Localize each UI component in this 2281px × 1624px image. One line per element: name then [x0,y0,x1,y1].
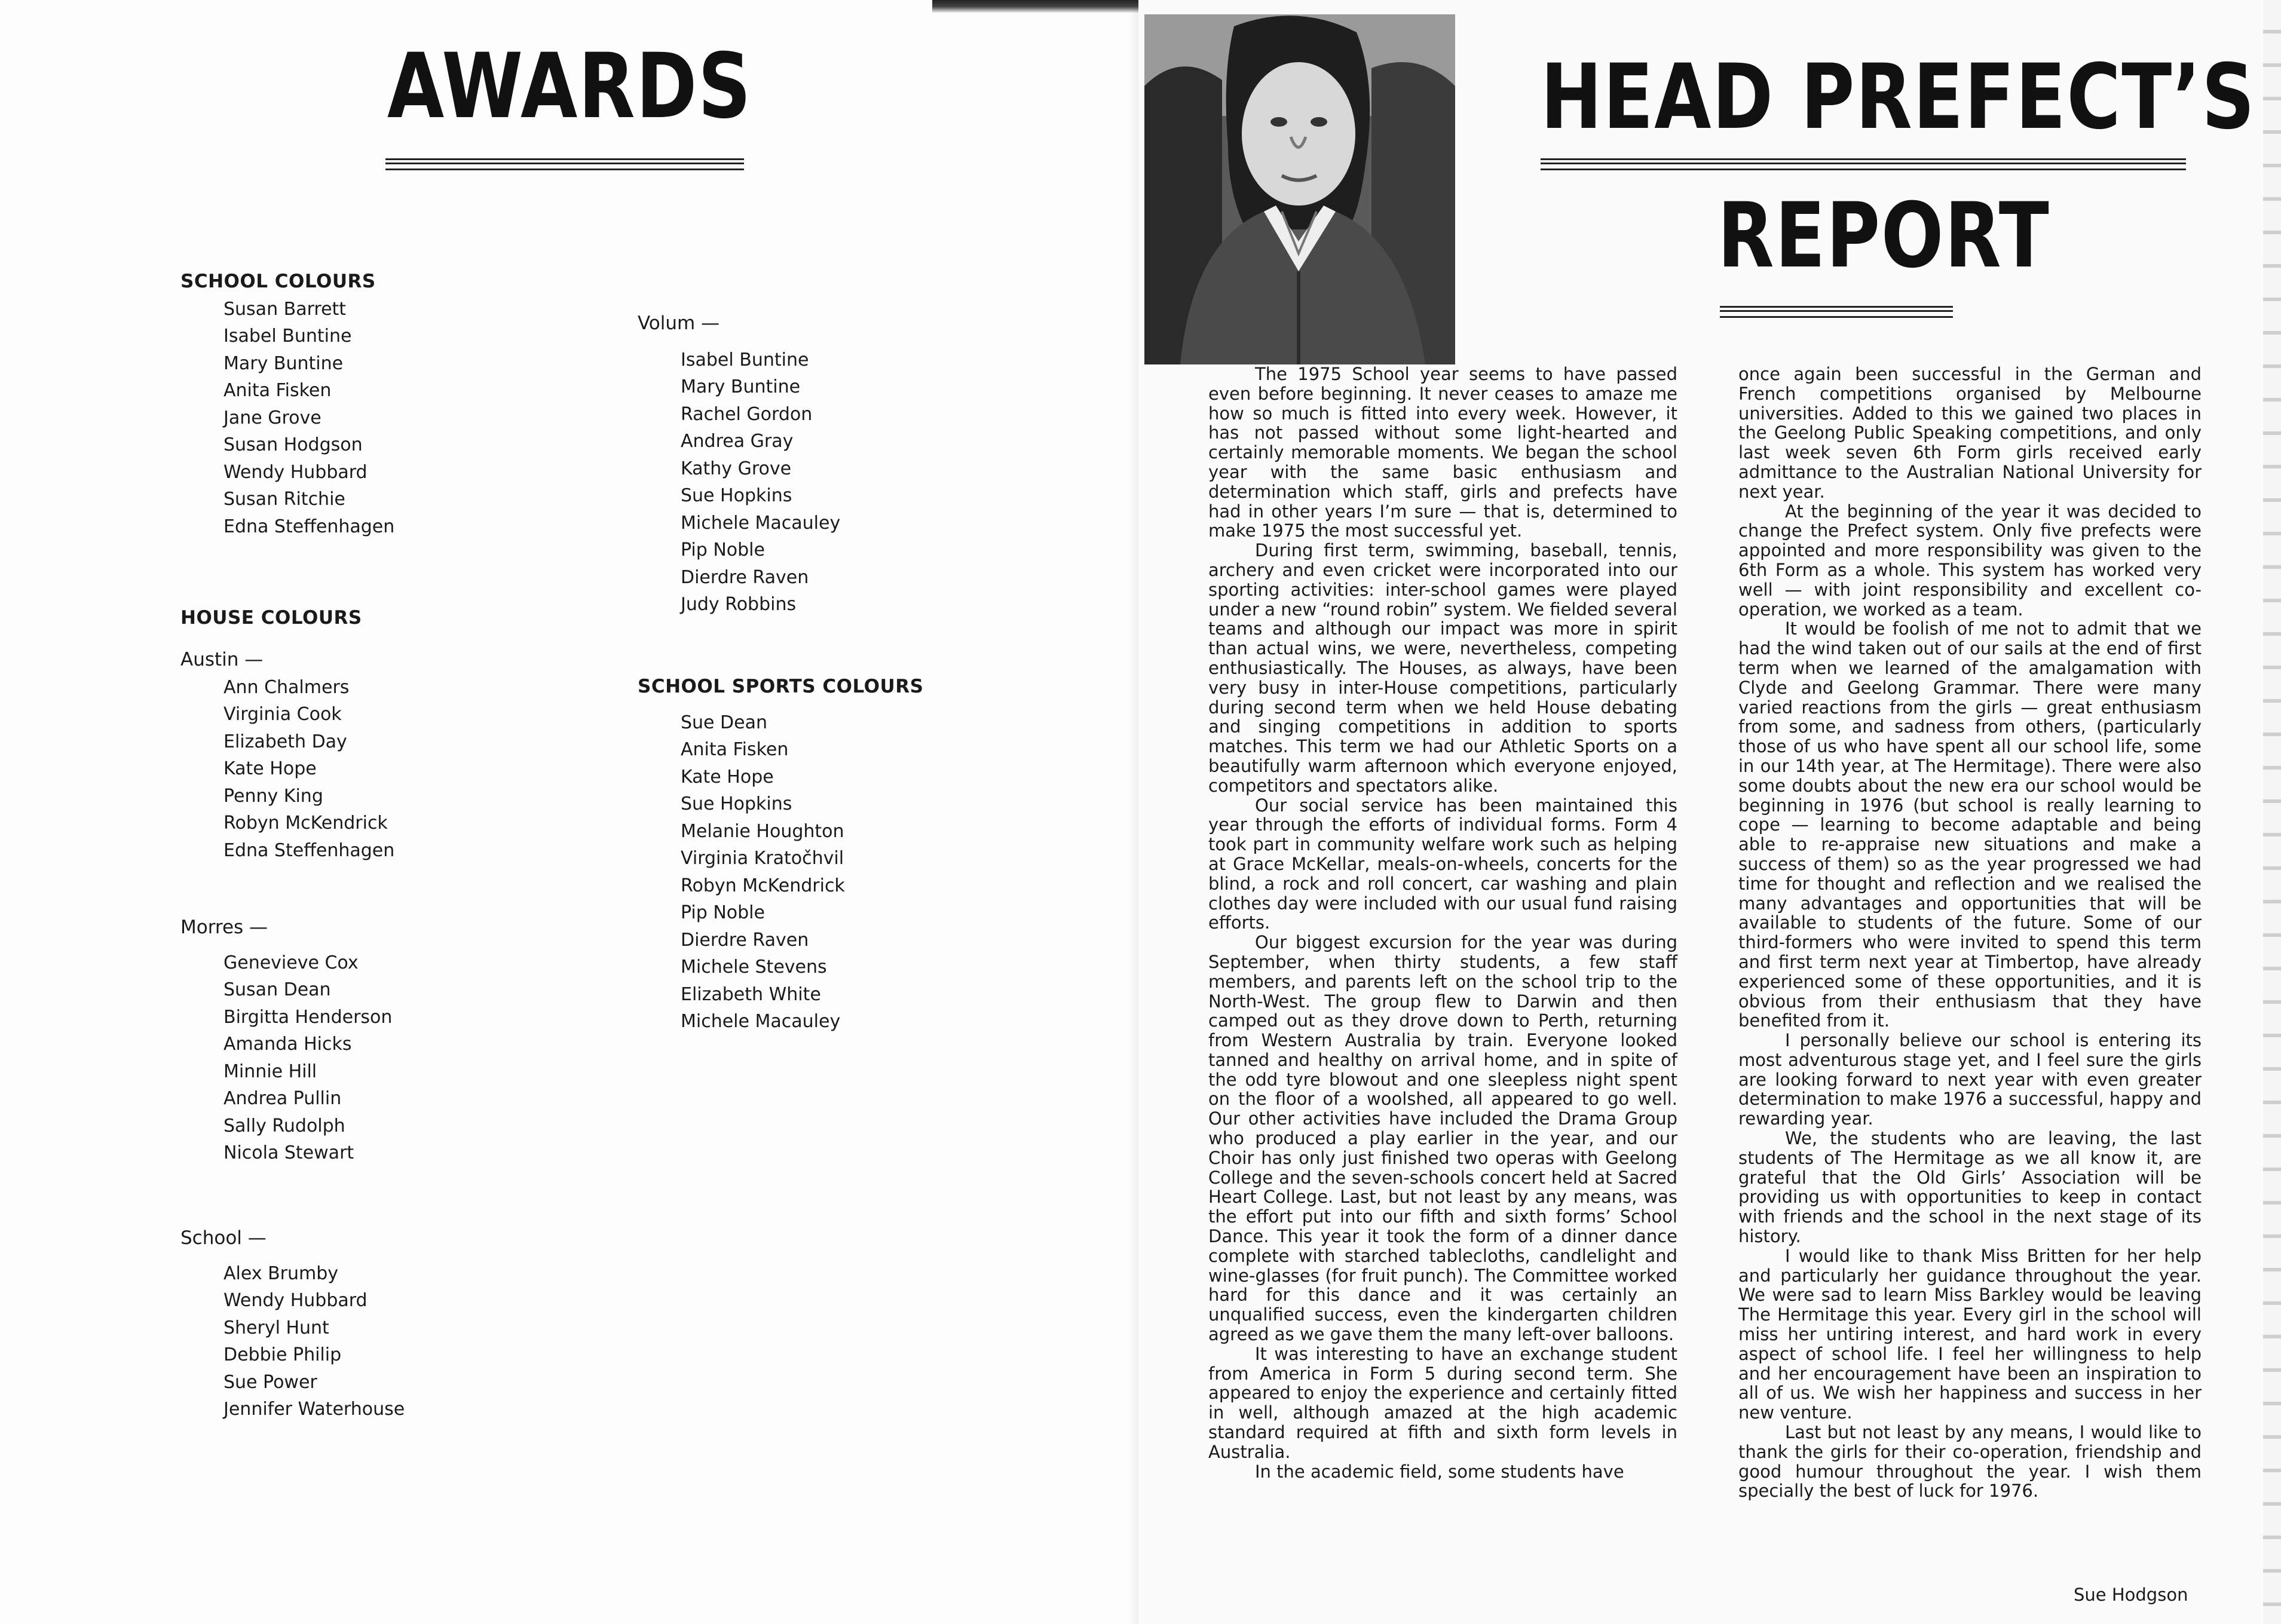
report-paragraph: The 1975 School year seems to have passed even before beginning. It never ceases to amaze me how so much is fitted into every week. However, it has not passed without some light-hearted and certainly memorable moments. We began the school year with the same basic enthusiasm and determination which staff, girls and prefects have had in other years I’m sure — that is, determined to make 1975 the most successful yet. [1208,364,1677,541]
name-list-item: Elizabeth Day [223,731,347,752]
awards-page [0,0,1138,1624]
name-list-item: Jennifer Waterhouse [223,1399,405,1420]
name-list-item: Susan Dean [223,979,331,1000]
report-paragraph: I would like to thank Miss Britten for her help and particularly her guidance throughout the year. We were sad to learn Miss Barkley would be leaving The Hermitage this year. Every girl in the school will miss her untiring interest, and hard work in every aspect of school life. I feel her willingness to help and her encouragement have been an inspiration to all of us. We wish her happiness and success in her new venture. [1738,1245,2202,1423]
awards-title-rule [385,158,744,170]
house-austin-label: Austin — [180,649,264,670]
sports-colours-section [638,673,923,1035]
report-column-1 [1208,364,1677,1481]
house-volum-label: Volum — [638,312,720,334]
name-list-item: Alex Brumby [223,1263,339,1284]
report-signature: Sue Hodgson [2074,1585,2188,1605]
house-volum-section [638,310,840,618]
name-list-item: Kate Hope [223,758,317,779]
name-list-item: Michele Stevens [681,957,827,978]
name-list-item: Sheryl Hunt [223,1317,329,1338]
report-paragraph: Last but not least by any means, I would like to thank the girls for their co-operation, friendship and good humour throughout the year. I wish them specially the best of luck for 1976. [1738,1422,2202,1502]
report-paragraph: Our social service has been maintained this year through the efforts of individual forms. Form 4 took part in community welfare work such as helping at Grace McKellar, meals-on-wheels, concerts for the blind, a rock and roll concert, car washing and plain clothes day were included with our usual fund raising efforts. [1208,795,1677,933]
name-list-item: Kate Hope [681,766,774,788]
name-list-item: Wendy Hubbard [223,461,368,483]
name-list-item: Susan Hodgson [223,434,363,455]
name-list-item: Kathy Grove [681,458,792,479]
school-colours-section [180,268,394,540]
name-list-item: Pip Noble [681,902,765,923]
name-list-item: Nicola Stewart [223,1142,354,1163]
name-list-item: Susan Ritchie [223,489,345,510]
name-list-item: Genevieve Cox [223,952,359,973]
report-paragraph: At the beginning of the year it was decided to change the Prefect system. Only five prefects were appointed and more responsibility was given to the 6th Form as a whole. This system has worked very well — with joint responsibility and excellent co-operation, we worked as a team. [1738,501,2202,620]
name-list-item: Isabel Buntine [681,349,809,370]
house-colours-heading-block [180,605,362,632]
house-school-section [180,1225,405,1423]
name-list-item: Mary Buntine [223,353,344,374]
name-list-item: Andrea Gray [681,431,794,452]
name-list-item: Dierdre Raven [681,566,809,588]
report-title-rule-1 [1541,158,2186,170]
name-list-item: Edna Steffenhagen [223,516,395,537]
name-list-item: Melanie Houghton [681,820,844,842]
name-list-item: Minnie Hill [223,1061,317,1082]
sports-colours-list [638,709,923,1035]
name-list-item: Penny King [223,785,323,807]
house-colours-heading: HOUSE COLOURS [180,607,362,629]
name-list-item: Ann Chalmers [223,676,350,698]
house-morres-label: Morres — [180,917,268,938]
name-list-item: Debbie Philip [223,1344,342,1365]
name-list-item: Judy Robbins [681,594,797,615]
head-prefect-photo [1144,14,1455,364]
name-list-item: Edna Steffenhagen [223,839,395,861]
report-paragraph: once again been successful in the German and French competitions organised by Melbourne universities. Added to this we gained two places in the Geelong Public Speaking competitions, and only last week seven 6th Form girls received early admittance to the Australian National University for next year. [1738,364,2202,502]
name-list-item: Sally Rudolph [223,1115,345,1136]
house-austin-section [180,646,394,864]
name-list-item: Michele Macauley [681,1011,841,1032]
name-list-item: Pip Noble [681,540,765,560]
report-title-rule-2 [1720,306,1953,318]
school-colours-heading: SCHOOL COLOURS [180,271,376,292]
name-list-item: Amanda Hicks [223,1034,352,1055]
name-list-item: Dierdre Raven [681,929,809,951]
awards-title: AWARDS [387,35,752,139]
name-list-item: Mary Buntine [681,376,801,397]
report-paragraph: I personally believe our school is entering its most adventurous stage yet, and I feel sure the girls are looking forward to next year with even greater determination to make 1976 a successful, happy and rewarding year. [1738,1030,2202,1129]
name-list-item: Robyn McKendrick [681,875,845,896]
house-morres-list [180,949,392,1167]
report-paragraph: It was interesting to have an exchange student from America in Form 5 during second term. She appeared to enjoy the experience and certainly fitted in well, although amazed at the high academic standard required at fifth and sixth form levels in Australia. [1208,1343,1677,1462]
report-paragraph: During first term, swimming, baseball, tennis, archery and even cricket were incorporated into our sporting activities: inter-school games were played under a new “round robin” system. We fielded several teams and although our impact was more in spirit than actual wins, we were, nevertheless, competing enthusiastically. The Houses, as always, have been very busy in inter-House competitions, particularly during second term when we held House debating and singing competitions in addition to sports matches. This term we had our Athletic Sports on a beautifully warm afternoon which everyone enjoyed, competitors and spectators alike. [1208,540,1677,796]
name-list-item: Michele Macauley [681,512,841,534]
name-list-item: Jane Grove [223,407,322,428]
house-school-label: School — [180,1227,267,1249]
report-column-2-paragraphs [1738,502,2202,1502]
name-list-item: Andrea Pullin [223,1088,342,1109]
report-paragraph: It would be foolish of me not to admit that we had the wind taken out of our sails at the end of first term when we learned of the amalgamation with Clyde and Geelong Grammar. There were many varied reactions from the girls — great enthusiasm from some, and sadness from others, (particularly those of us who have spent all our school life, some in our 14th year, at The Hermitage). There were also some doubts about the new era our school would be beginning in 1976 (but school is really learning to cope — learning to become adaptable and being able to re-appraise new situations and make a success of them) so as the year progressed we had time for thought and reflection and we realised the many advantages and opportunities that will be available to students of the future. Some of our third-formers who were invited to spend this term and first term next year at Timbertop, have already experienced some of these opportunities, and it is obvious from their enthusiasm that they have benefited from it. [1738,618,2202,1031]
report-paragraph: In the academic field, some students have [1255,1461,1624,1482]
house-school-list [180,1260,405,1423]
name-list-item: Virginia Kratočhvil [681,848,844,869]
name-list-item: Susan Barrett [223,298,347,320]
name-list-item: Rachel Gordon [681,403,813,425]
name-list-item: Sue Hopkins [681,485,792,506]
name-list-item: Wendy Hubbard [223,1290,368,1311]
name-list-item: Elizabeth White [681,983,821,1005]
school-colours-list [180,296,394,541]
name-list-item: Isabel Buntine [223,326,352,347]
name-list-item: Virginia Cook [223,704,342,725]
name-list-item: Robyn McKendrick [223,813,388,834]
report-column-2 [1738,364,2202,1501]
house-morres-section [180,914,392,1167]
report-paragraph: We, the students who are leaving, the last students of The Hermitage as we all know it, are grateful that the Old Girls’ Association will be providing us with opportunities to keep in contact with friends and the school in the next stage of its history. [1738,1128,2202,1247]
name-list-item: Birgitta Henderson [223,1006,393,1028]
name-list-item: Anita Fisken [223,380,332,401]
report-title-line-2: REPORT [1717,184,2050,288]
report-paragraph: Our biggest excursion for the year was during September, when thirty students, a few staff members, and parents left on the school trip to the North-West. The group flew to Darwin and then camped out as they drove down to Perth, returning from Western Australia by train. Everyone looked tanned and healthy on arrival home, and in spite of the odd tyre blowout and one sleepless night spent on the floor of a woolshed, all appeared to go well. Our other activities have included the Drama Group who produced a play earlier in the year, and our Choir has only just finished two operas with Geelong College and the seven-schools concert held at Sacred Heart College. Last, but not least by any means, was the effort put into our fifth and sixth forms’ School Dance. This year it took the form of a dinner dance complete with starched tablecloths, candlelight and wine-glasses (for fruit punch). The Committee worked hard for this dance and it was certainly an unqualified success, even the kindergarten children agreed as we gave them the many left-over balloons. [1208,932,1677,1345]
house-volum-list [638,347,840,618]
name-list-item: Sue Hopkins [681,793,792,814]
name-list-item: Anita Fisken [681,739,789,760]
house-austin-list [180,674,394,865]
name-list-item: Sue Dean [681,712,768,733]
report-title-line-1: HEAD PREFECT’S [1541,45,2256,149]
name-list-item: Sue Power [223,1371,317,1393]
sports-colours-heading: SCHOOL SPORTS COLOURS [638,676,924,697]
page-edge [2263,0,2281,1624]
